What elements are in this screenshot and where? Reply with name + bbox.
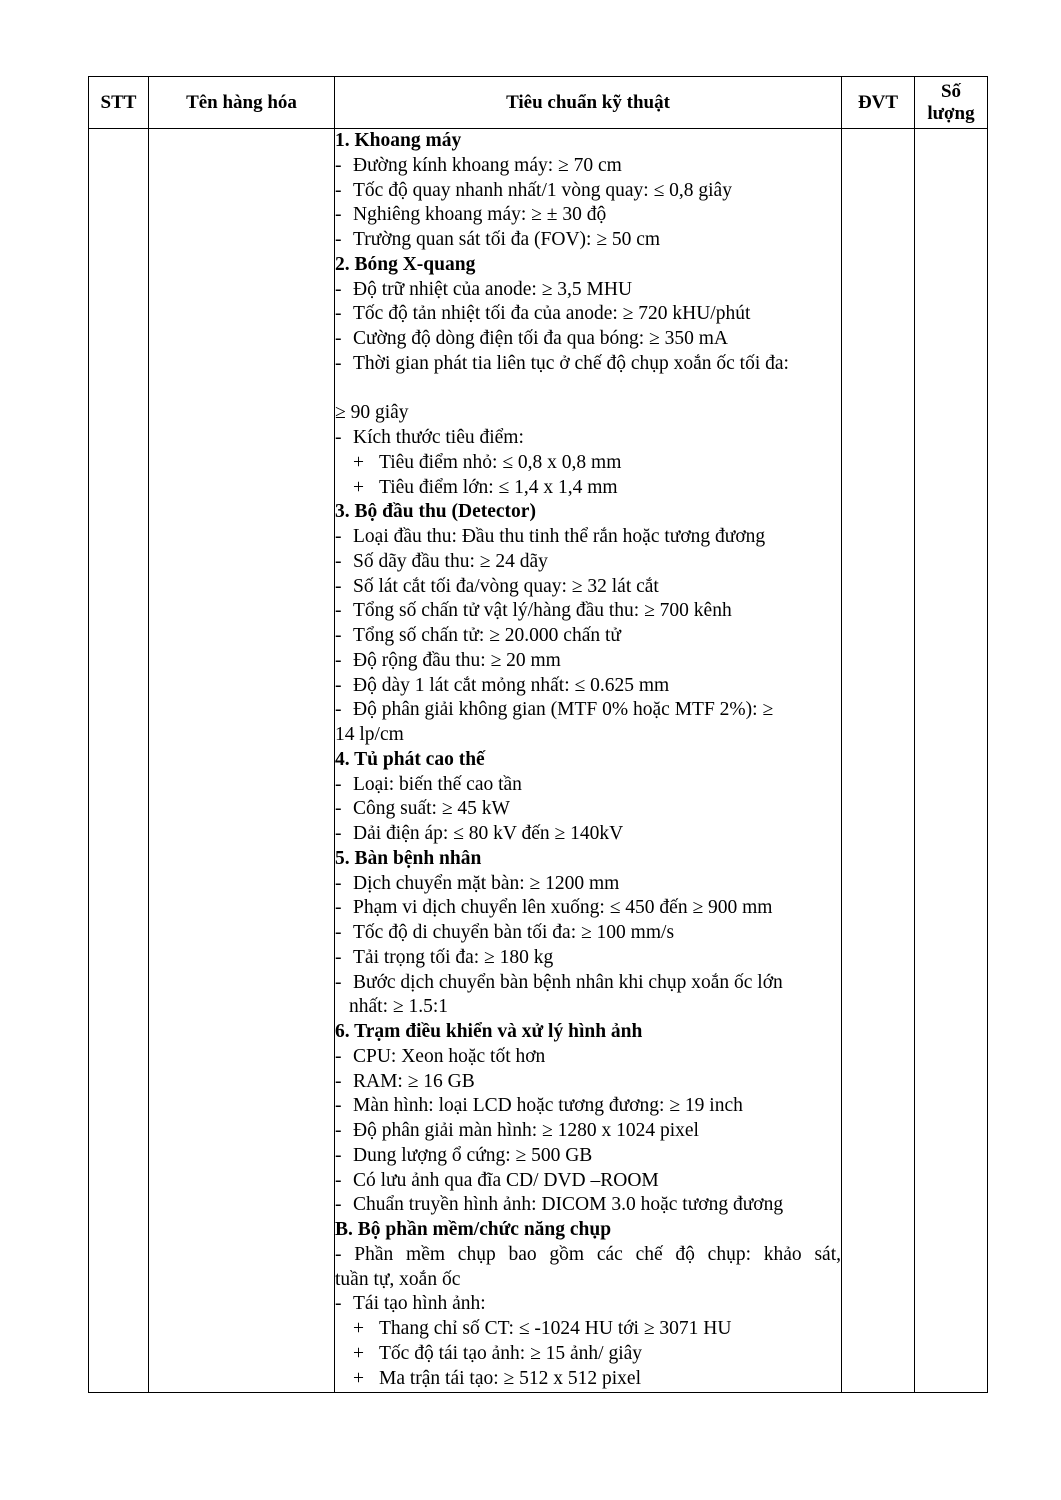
list-item: - Độ phân giải không gian (MTF 0% hoặc MTF 2%): ≥ [335,699,774,721]
list-item: - Tổng số chấn tử vật lý/hàng đầu thu: ≥ 700 kênh [335,600,732,622]
unit-cell [842,129,915,1393]
header-name: Tên hàng hóa [149,77,335,129]
list-item: - Loại đầu thu: Đầu thu tinh thể rắn hoặc tương đương [335,526,766,547]
stt-cell [89,129,149,1393]
list-item: - Dịch chuyển mặt bàn: ≥ 1200 mm [335,872,620,894]
list-item: - Đường kính khoang máy: ≥ 70 cm [335,154,622,176]
list-item: - Nghiêng khoang máy: ≥ ± 30 độ [335,204,607,226]
list-item: - Kích thước tiêu điểm: [335,427,524,448]
list-item: - Tốc độ di chuyển bàn tối đa: ≥ 100 mm/s [335,922,675,943]
list-item: - Độ trữ nhiệt của anode: ≥ 3,5 MHU [335,278,633,300]
header-row [89,77,988,129]
sub-item: + Tốc độ tái tạo ảnh: ≥ 15 ảnh/ giây [353,1342,643,1364]
header-qty-line2: lượng [927,103,975,124]
list-item: - Số dãy đầu thu: ≥ 24 dãy [335,550,548,572]
spec-table [88,76,988,1393]
list-item: - Chuẩn truyền hình ảnh: DICOM 3.0 hoặc tương đương [335,1194,784,1216]
list-item: - Độ dày 1 lát cắt mỏng nhất: ≤ 0.625 mm [335,674,670,696]
section-title: 6. Trạm điều khiển và xử lý hình ảnh [335,1021,643,1042]
blank-line [335,377,841,402]
sub-item: + Ma trận tái tạo: ≥ 512 x 512 pixel [353,1367,641,1389]
list-item: - Dung lượng ổ cứng: ≥ 500 GB [335,1144,593,1166]
header-qty [915,77,988,129]
qty-cell [915,129,988,1393]
list-item: - Công suất: ≥ 45 kW [335,798,510,820]
list-item: - Màn hình: loại LCD hoặc tương đương: ≥ 19 inch [335,1095,743,1117]
list-item: - Dải điện áp: ≤ 80 kV đến ≥ 140kV [335,823,624,844]
section-title: 5. Bàn bệnh nhân [335,847,482,869]
list-item: - RAM: ≥ 16 GB [335,1070,475,1092]
header-stt: STT [89,77,149,129]
section-title: B. Bộ phần mềm/chức năng chụp [335,1219,612,1240]
list-item-continuation: nhất: ≥ 1.5:1 [349,996,448,1018]
list-item: - Phần mềm chụp bao gồm các chế độ chụp: khảo sát, [335,1243,841,1265]
name-cell [149,129,335,1393]
sub-item: + Thang chỉ số CT: ≤ -1024 HU tới ≥ 3071 HU [353,1318,732,1339]
list-item: - Trường quan sát tối đa (FOV): ≥ 50 cm [335,229,661,250]
list-item: - Độ rộng đầu thu: ≥ 20 mm [335,649,561,671]
header-unit: ĐVT [842,77,915,129]
sub-item: + Tiêu điểm lớn: ≤ 1,4 x 1,4 mm [353,476,618,498]
header-qty-line1: Số [940,81,962,102]
spec-cell [335,129,842,1393]
list-item: - Thời gian phát tia liên tục ở chế độ chụp xoắn ốc tối đa: [335,352,789,374]
list-item: - Độ phân giải màn hình: ≥ 1280 x 1024 pixel [335,1120,699,1141]
list-item: - Loại: biến thế cao tần [335,773,522,795]
list-item: - CPU: Xeon hoặc tốt hơn [335,1045,546,1067]
list-item: - Cường độ dòng điện tối đa qua bóng: ≥ 350 mA [335,328,728,349]
list-item: - Tổng số chấn tử: ≥ 20.000 chấn tử [335,625,621,646]
section-title: 4. Tủ phát cao thế [335,748,485,770]
list-item: - Tái tạo hình ảnh: [335,1293,486,1315]
section-title: 2. Bóng X-quang [335,253,476,275]
list-item-continuation: tuần tự, xoắn ốc [335,1268,461,1290]
section-title: 1. Khoang máy [335,130,462,151]
list-item: - Phạm vi dịch chuyển lên xuống: ≤ 450 đến ≥ 900 mm [335,897,773,919]
sub-item: + Tiêu điểm nhỏ: ≤ 0,8 x 0,8 mm [353,451,622,473]
table-row [89,129,988,1393]
section-title: 3. Bộ đầu thu (Detector) [335,501,536,523]
list-item: - Có lưu ảnh qua đĩa CD/ DVD –ROOM [335,1169,659,1191]
list-item-continuation: 14 lp/cm [335,724,404,745]
list-item: - Tốc độ tản nhiệt tối đa của anode: ≥ 720 kHU/phút [335,303,751,325]
list-item: - Tốc độ quay nhanh nhất/1 vòng quay: ≤ 0,8 giây [335,179,732,201]
list-item: - Bước dịch chuyển bàn bệnh nhân khi chụp xoắn ốc lớn [335,971,783,993]
header-spec: Tiêu chuẩn kỹ thuật [335,77,842,129]
list-item-continuation: ≥ 90 giây [335,402,409,424]
list-item: - Tải trọng tối đa: ≥ 180 kg [335,946,554,968]
list-item: - Số lát cắt tối đa/vòng quay: ≥ 32 lát cắt [335,575,659,597]
